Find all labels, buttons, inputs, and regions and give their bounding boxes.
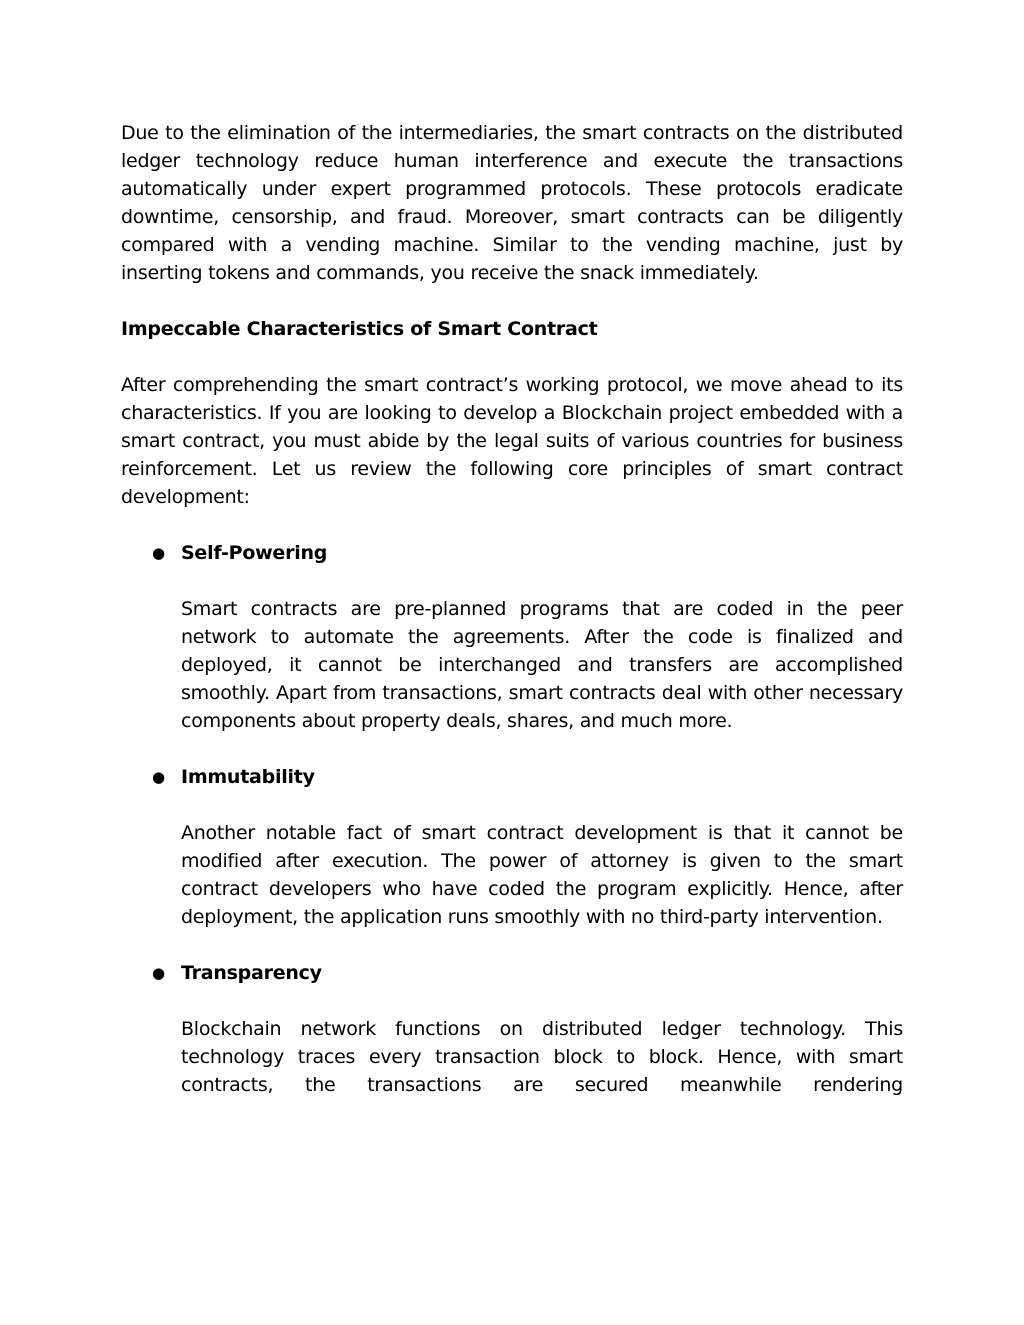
section-heading: Impeccable Characteristics of Smart Contract (121, 318, 598, 340)
spacer (121, 287, 903, 315)
list-item-self-powering (121, 539, 903, 735)
bullet-icon: ● (152, 768, 166, 786)
document-page (121, 119, 903, 1099)
spacer (181, 791, 903, 819)
bullet-icon: ● (152, 964, 166, 982)
list-item-body: Smart contracts are pre-planned programs that are coded in the peer network to automate the agreements. After the code is finalized and deployed, it cannot be interchanged and transfers are accomplished smoothly. Apart from transactions, smart contracts deal with other necessary components about property deals, shares, and much more. (181, 598, 903, 732)
bullet-icon: ● (152, 544, 166, 562)
list-item-title: Self-Powering (181, 542, 328, 564)
characteristics-intro-paragraph: After comprehending the smart contract’s working protocol, we move ahead to its characteristics. If you are looking to develop a Blockchain project embedded with a smart contract, you must abide by the legal suits of various countries for business reinforcement. Let us review the following core principles of smart contract development: (121, 374, 903, 508)
spacer (121, 931, 903, 959)
intro-paragraph: Due to the elimination of the intermediaries, the smart contracts on the distributed ledger technology reduce human interference and execute the transactions automatically under expert programmed protocols. These protocols eradicate downtime, censorship, and fraud. Moreover, smart contracts can be diligently compared with a vending machine. Similar to the vending machine, just by inserting tokens and commands, you receive the snack immediately. (121, 122, 903, 284)
spacer (121, 735, 903, 763)
spacer (181, 987, 903, 1015)
list-item-title: Transparency (181, 962, 322, 984)
spacer (121, 511, 903, 539)
list-item-transparency (121, 959, 903, 1099)
spacer (181, 567, 903, 595)
list-item-immutability (121, 763, 903, 931)
list-item-body: Blockchain network functions on distributed ledger technology. This technology traces every transaction block to block. Hence, with smart contracts, the transactions are secured meanwhile rendering (181, 1018, 903, 1096)
spacer (121, 343, 903, 371)
list-item-title: Immutability (181, 766, 315, 788)
list-item-body: Another notable fact of smart contract development is that it cannot be modified after execution. The power of attorney is given to the smart contract developers who have coded the program explicitly. Hence, after deployment, the application runs smoothly with no third-party intervention. (181, 822, 903, 928)
